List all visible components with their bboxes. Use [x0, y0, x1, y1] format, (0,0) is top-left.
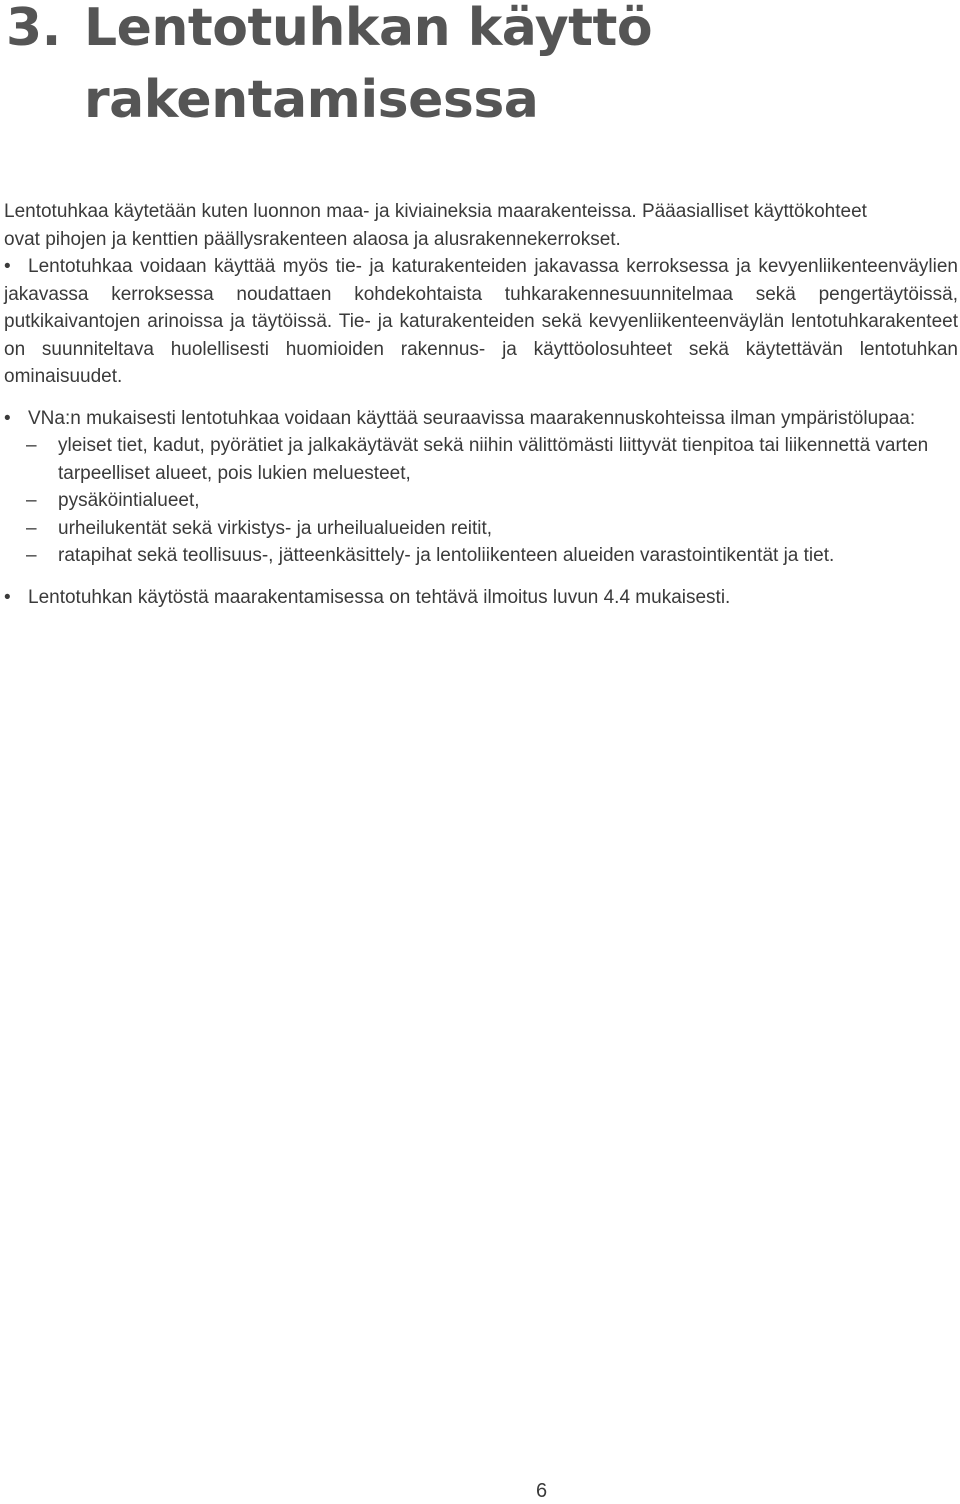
- chapter-title-line1: Lentotuhkan käyttö: [84, 0, 653, 58]
- chapter-heading: [6, 0, 652, 136]
- dash-marker: –: [26, 435, 37, 456]
- dash-marker: –: [26, 490, 37, 511]
- list-item: [4, 515, 958, 543]
- list-item-text: urheilukentät sekä virkistys- ja urheilualueiden reitit,: [58, 517, 493, 539]
- list-item: [4, 542, 958, 570]
- bullet-text: Lentotuhkaa voidaan käyttää myös tie- ja katurakenteiden jakavassa kerroksessa ja kevyenliikenteenväylien jakavassa kerroksessa noudattaen kohdekohtaista tuhkarakennesuunnitelmaa sekä pengertäytöissä, putkikaivantojen arinoissa ja täytöissä. Tie- ja katurakenteiden sekä kevyenliikenteenväylän lentotuhkarakenteet on suunniteltava huolellisesti huomioiden rakennus- ja käyttöolosuhteet sekä käytettävän lentotuhkan ominaisuudet.: [4, 256, 958, 387]
- list-item: [4, 432, 958, 487]
- chapter-number: 3.: [6, 0, 61, 58]
- list-item-text: ratapihat sekä teollisuus-, jätteenkäsittely- ja lentoliikenteen alueiden varastointikentät ja tiet.: [58, 545, 835, 566]
- dash-marker: –: [26, 545, 37, 566]
- bullet-text: VNa:n mukaisesti lentotuhkaa voidaan käyttää seuraavissa maarakennuskohteissa ilman ympäristölupaa:: [28, 407, 916, 429]
- intro-line1: Lentotuhkaa käytetään kuten luonnon maa- ja kiviaineksia maarakenteissa. Pääasialliset käyttökohteet: [4, 201, 867, 222]
- list-item: [4, 487, 958, 515]
- chapter-title-line2: rakentamisessa: [84, 70, 539, 130]
- bullet-item-notification: [4, 584, 958, 612]
- list-item-text: yleiset tiet, kadut, pyörätiet ja jalkakäytävät sekä niihin välittömästi liittyvät tienpitoa tai liikennettä varten tarpeelliset alueet, pois lukien meluesteet,: [58, 435, 929, 484]
- bullet-marker: •: [4, 256, 11, 277]
- bullet-item-permit-free: [4, 405, 958, 570]
- intro-paragraph: [4, 198, 958, 253]
- bullet-marker: •: [4, 586, 11, 608]
- bullet-item-usage: [4, 253, 958, 391]
- intro-line2: ovat pihojen ja kenttien päällysrakenteen alaosa ja alusrakennekerrokset.: [4, 228, 621, 250]
- dash-marker: –: [26, 517, 37, 539]
- bullet-paragraph: [4, 405, 958, 433]
- page-number: 6: [535, 1480, 548, 1502]
- permit-free-sites-list: [4, 432, 958, 570]
- list-item-text: pysäköintialueet,: [58, 490, 200, 511]
- body-content: [4, 198, 958, 611]
- bullet-marker: •: [4, 407, 11, 429]
- bullet-text: Lentotuhkan käytöstä maarakentamisessa on tehtävä ilmoitus luvun 4.4 mukaisesti.: [28, 586, 731, 608]
